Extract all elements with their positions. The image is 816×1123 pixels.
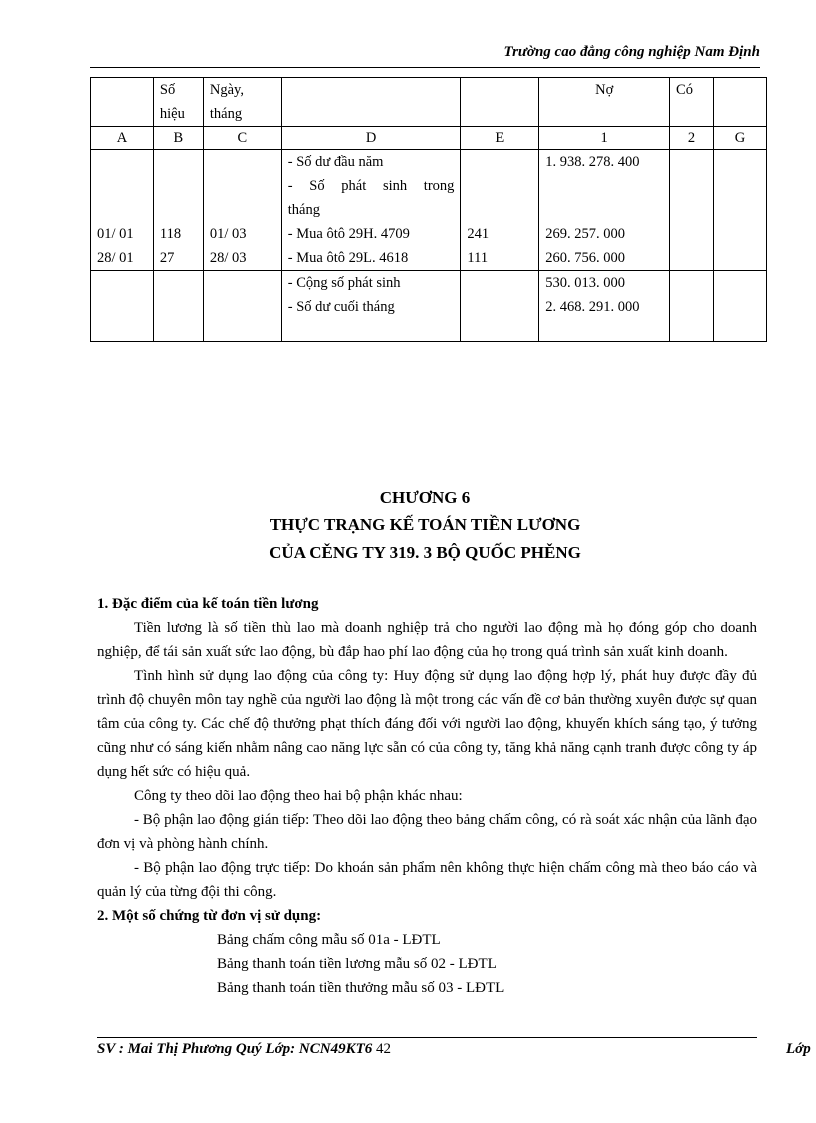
- col-letter: 2: [670, 127, 714, 150]
- ledger-table: [90, 77, 767, 342]
- account-cell: [461, 150, 539, 271]
- section-heading: 2. Một số chứng từ đơn vị sử dụng:: [97, 908, 322, 924]
- col-letter: A: [91, 127, 154, 150]
- cell-line: 118: [159, 226, 182, 242]
- col-header-co: Có: [670, 78, 714, 127]
- running-header: Trường cao đẳng công nghiệp Nam Định: [503, 44, 760, 60]
- paragraph: Công ty theo dõi lao động theo hai bộ phận khác nhau:: [134, 788, 463, 804]
- col-header-ngay-thang: Ngày, tháng: [203, 78, 281, 127]
- doc-number-cell: [153, 150, 203, 271]
- cell-line: 1. 938. 278. 400: [545, 154, 640, 170]
- chapter-title-line1: THỰC TRẠNG KẾ TOÁN TIỀN LƯƠNG: [269, 515, 581, 534]
- paragraph: - Bộ phận lao động gián tiếp: Theo dõi lao động theo bảng chấm công, có rà soát xác nhận của lãnh đạo đơn vị và phòng hành chính.: [97, 812, 757, 852]
- col-letter: B: [153, 127, 203, 150]
- cell-line: 530. 013. 000: [545, 275, 626, 291]
- col-header-no: Nợ: [539, 78, 670, 127]
- paragraph: - Bộ phận lao động trực tiếp: Do khoán sản phẩm nên không thực hiện chấm công mà theo báo cáo và quản lý của từng đội thi công.: [97, 860, 757, 900]
- column-letter-row: [91, 127, 767, 150]
- cell-line: 111: [467, 250, 489, 266]
- doc-date-cell: [203, 150, 281, 271]
- cell-line: - Số dư cuối tháng: [287, 299, 395, 315]
- cell-line: - Cộng số phát sinh: [287, 275, 401, 291]
- chapter-number: CHƯƠNG 6: [379, 488, 471, 507]
- cell-line: - Mua ôtô 29L. 4618: [287, 250, 409, 266]
- header-rule: [90, 67, 760, 68]
- cell-line: 2. 468. 291. 000: [545, 299, 640, 315]
- page-number: 42: [376, 1041, 392, 1057]
- cell-line: 28/ 03: [209, 250, 247, 266]
- cell-line: tháng: [287, 202, 320, 218]
- totals-debit-cell: [539, 271, 670, 342]
- paragraph: Tiền lương là số tiền thù lao mà doanh nghiệp trả cho người lao động mà họ đóng góp cho doanh nghiệp, để tái sản xuất sức lao động, bù đắp hao phí lao động của họ trong quá trình sản xuất kinh doanh.: [97, 620, 757, 660]
- cell-line: - Mua ôtô 29H. 4709: [287, 226, 410, 242]
- table-row: [91, 271, 767, 342]
- footer: [97, 1041, 391, 1058]
- list-item: Bảng thanh toán tiền thưởng mẫu số 03 - LĐTL: [217, 980, 505, 996]
- footer-class-label: Lớp: [786, 1041, 811, 1057]
- footer-rule: [97, 1037, 757, 1038]
- cell-line: 01/ 01: [97, 226, 134, 242]
- section-heading: 1. Đặc điểm của kế toán tiền lương: [97, 596, 319, 612]
- list-item: Bảng thanh toán tiền lương mẫu số 02 - LĐTL: [217, 956, 497, 972]
- table-header-row: [91, 78, 767, 127]
- cell-line: 01/ 03: [209, 226, 247, 242]
- cell-line: - Số dư đầu năm: [287, 154, 384, 170]
- col-letter: 1: [539, 127, 670, 150]
- date-entry-cell: [91, 150, 154, 271]
- cell-line: 28/ 01: [97, 250, 134, 266]
- cell-line: 27: [159, 250, 175, 266]
- paragraph: Tình hình sử dụng lao động của công ty: Huy động sử dụng lao động hợp lý, phát huy được đầy đủ trình độ chuyên môn tay nghề của người lao động là một trong các vấn đề cơ bản thường xuyên được sự quan tâm của công ty. Các chế độ thưởng phạt thích đáng đối với người lao động, khuyến khích sáng tạo, ý tưởng cũng như có sáng kiến nhằm nâng cao năng lực sẵn có của công ty, tăng khả năng cạnh tranh được công ty áp dụng hết sức có hiệu quả.: [97, 668, 757, 780]
- col-header-so-hieu: Số hiệu: [153, 78, 203, 127]
- col-letter: D: [281, 127, 461, 150]
- list-item: Bảng chấm công mẫu số 01a - LĐTL: [217, 932, 441, 948]
- chapter-title-line2: CỦA CĚNG TY 319. 3 BỘ QUỐC PHĚNG: [269, 543, 581, 562]
- debit-cell: [539, 150, 670, 271]
- description-cell: [281, 150, 461, 271]
- footer-student: SV : Mai Thị Phương Quý Lớp: NCN49KT6: [97, 1041, 373, 1057]
- table-row: [91, 150, 767, 271]
- col-letter: C: [203, 127, 281, 150]
- totals-description-cell: [281, 271, 461, 342]
- cell-line: 260. 756. 000: [545, 250, 626, 266]
- col-letter: G: [714, 127, 767, 150]
- body-text: [97, 592, 757, 1000]
- cell-line: 269. 257. 000: [545, 226, 626, 242]
- cell-line: 241: [467, 226, 490, 242]
- col-letter: E: [461, 127, 539, 150]
- cell-line: - Số phát sinh trong: [287, 178, 455, 194]
